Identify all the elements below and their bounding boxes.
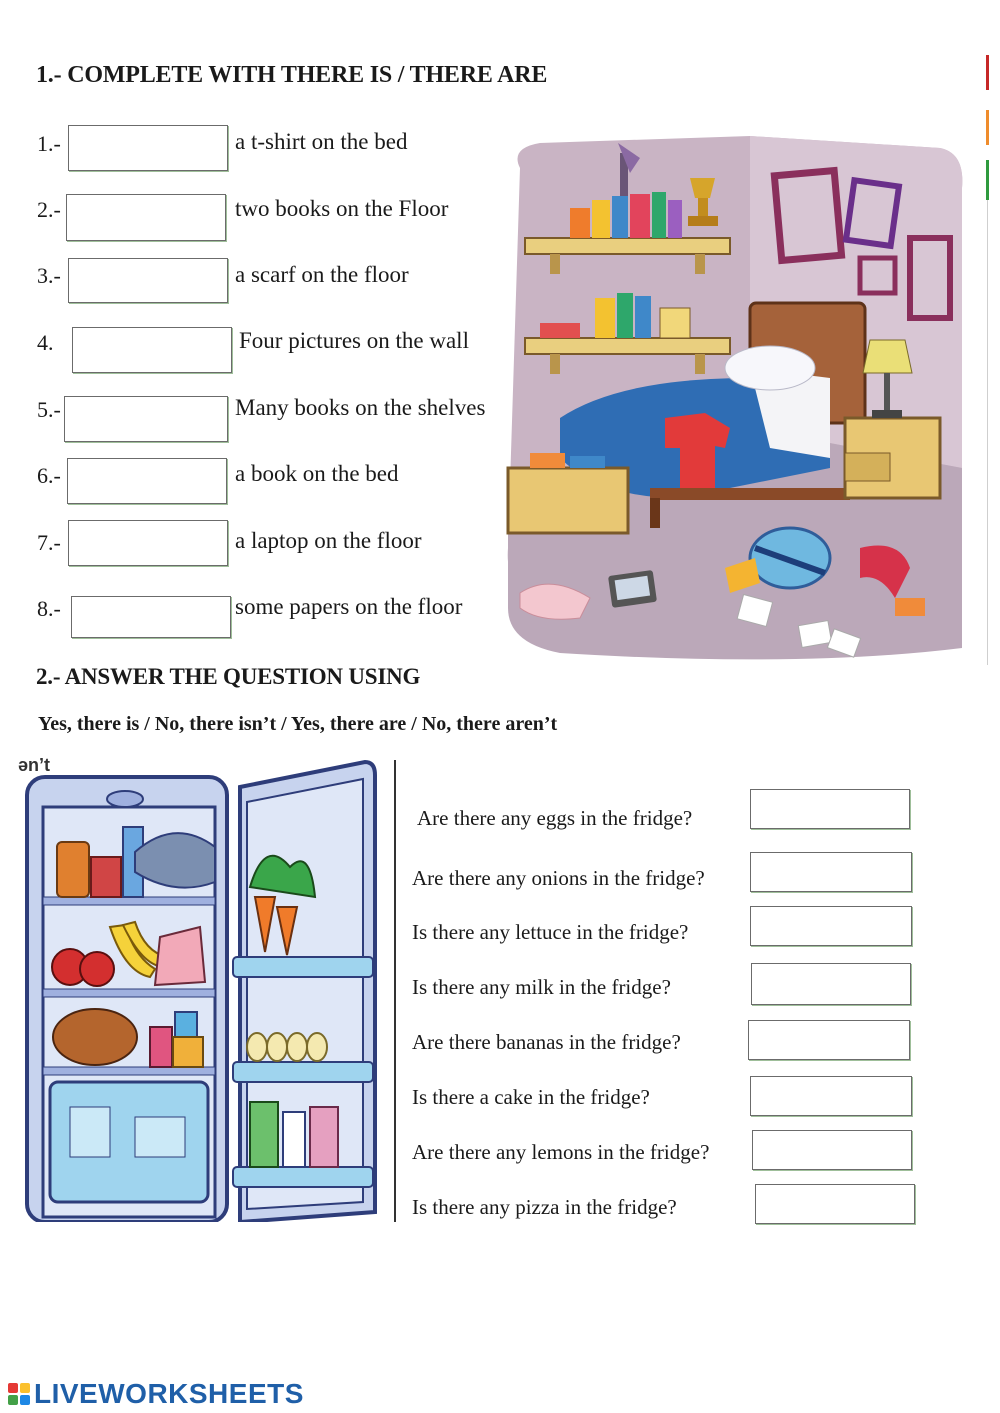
answer-options: Yes, there is / No, there isn’t / Yes, there are / No, there aren’t (38, 713, 558, 735)
answer-input-3[interactable] (68, 258, 228, 303)
column-divider (394, 760, 396, 1222)
answer-input-5[interactable] (64, 396, 228, 442)
edge-mark-orange (986, 110, 989, 145)
item-phrase: a t-shirt on the bed (235, 129, 408, 154)
item-number: 6.- (37, 463, 61, 488)
question-text: Is there any milk in the fridge? (412, 975, 671, 999)
question-text: Are there any onions in the fridge? (412, 866, 705, 890)
answer-input-2[interactable] (66, 194, 226, 241)
question-text: Are there bananas in the fridge? (412, 1030, 681, 1054)
question-answer-7[interactable] (752, 1130, 912, 1170)
item-phrase: Four pictures on the wall (239, 328, 469, 353)
answer-input-8[interactable] (71, 596, 231, 638)
question-text: Are there any eggs in the fridge? (417, 806, 693, 830)
edge-mark-red (986, 55, 989, 90)
question-text: Are there any lemons in the fridge? (412, 1140, 710, 1164)
item-number: 8.- (37, 596, 61, 621)
item-phrase: some papers on the floor (235, 594, 463, 619)
item-number: 4. (37, 330, 54, 355)
fridge-illustration (25, 757, 385, 1222)
section1-title: 1.- COMPLETE WITH THERE IS / THERE ARE (36, 62, 548, 88)
edge-mark-green (986, 160, 989, 200)
question-answer-5[interactable] (748, 1020, 910, 1060)
question-answer-1[interactable] (750, 789, 910, 829)
question-text: Is there any lettuce in the fridge? (412, 920, 689, 944)
answer-input-7[interactable] (68, 520, 228, 566)
item-number: 3.- (37, 263, 61, 288)
section2-title: 2.- ANSWER THE QUESTION USING (36, 664, 421, 689)
question-answer-3[interactable] (750, 906, 912, 946)
answer-input-1[interactable] (68, 125, 228, 171)
item-number: 5.- (37, 397, 61, 422)
question-answer-4[interactable] (751, 963, 911, 1005)
bedroom-illustration (500, 128, 970, 668)
brand-icon (8, 1383, 30, 1405)
answer-input-6[interactable] (67, 458, 227, 504)
edge-line (987, 200, 988, 665)
question-answer-2[interactable] (750, 852, 912, 892)
cropped-text-fragment: ən’t (18, 755, 51, 775)
question-answer-8[interactable] (755, 1184, 915, 1224)
item-number: 1.- (37, 131, 61, 156)
item-number: 2.- (37, 197, 61, 222)
answer-input-4[interactable] (72, 327, 232, 373)
question-text: Is there any pizza in the fridge? (412, 1195, 677, 1219)
item-phrase: a scarf on the floor (235, 262, 409, 287)
item-phrase: Many books on the shelves (235, 395, 486, 420)
liveworksheets-logo (8, 1378, 304, 1410)
item-phrase: a laptop on the floor (235, 528, 422, 553)
question-answer-6[interactable] (750, 1076, 912, 1116)
brand-name: LIVEWORKSHEETS (34, 1378, 304, 1409)
item-number: 7.- (37, 530, 61, 555)
item-phrase: two books on the Floor (235, 196, 449, 221)
item-phrase: a book on the bed (235, 461, 399, 486)
question-text: Is there a cake in the fridge? (412, 1085, 650, 1109)
